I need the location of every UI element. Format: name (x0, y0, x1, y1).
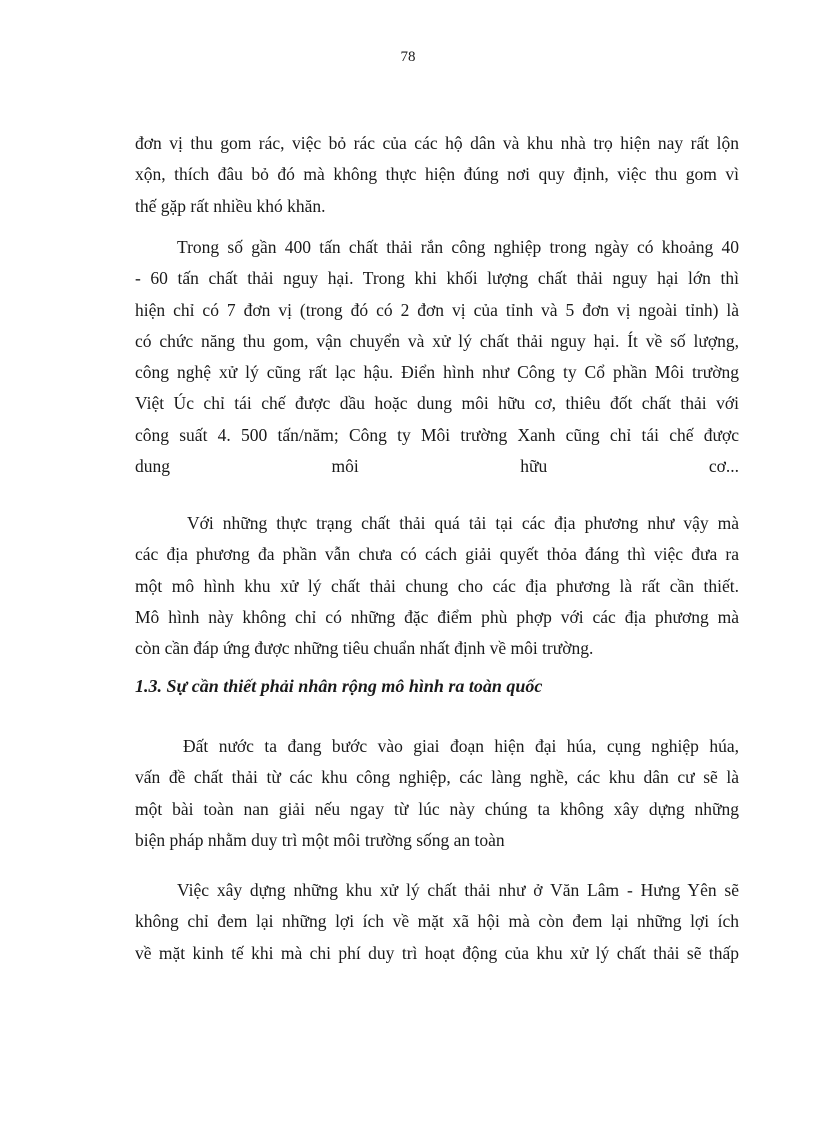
text-line: Với những thực trạng chất thải quá tải tại các địa phương như vậy mà (187, 513, 739, 533)
page-number: 78 (400, 49, 416, 65)
text-line: có chức năng thu gom, vận chuyển và xử lý chất thải nguy hại. Ít về số lượng, (135, 330, 739, 351)
text-line: các địa phương đa phần vẫn chưa có cách giải quyết thỏa đáng thì việc đưa ra (135, 544, 739, 565)
text-line: vấn đề chất thải từ các khu công nghiệp, các làng nghề, các khu dân cư sẽ là (135, 767, 739, 788)
word: hữu (520, 456, 548, 477)
text-line: hiện chỉ có 7 đơn vị (trong đó có 2 đơn vị của tỉnh và 5 đơn vị ngoài tỉnh) là (135, 299, 739, 320)
text-line: Đất nước ta đang bước vào giai đoạn hiện đại húa, cụng nghiệp húa, (183, 736, 739, 756)
word: dung (135, 456, 170, 477)
section-heading: 1.3. Sự cần thiết phải nhân rộng mô hình ra toàn quốc (135, 676, 543, 696)
paragraph-5 (135, 875, 739, 969)
spread-line (135, 451, 739, 482)
text-line: một mô hình khu xử lý chất thải chung cho các địa phương là rất cần thiết. (135, 575, 739, 596)
text-line: không chỉ đem lại những lợi ích về mặt xã hội mà còn đem lại những lợi ích (135, 911, 739, 932)
paragraph-1 (135, 128, 739, 222)
text-line: công nghệ xử lý cũng rất lạc hậu. Điển hình như Công ty Cổ phần Môi trường (135, 362, 739, 383)
text-line: công suất 4. 500 tấn/năm; Công ty Môi trường Xanh cũng chỉ tái chế được (135, 424, 739, 445)
text-line: biện pháp nhằm duy trì một môi trường sống an toàn (135, 829, 505, 850)
text-line: xộn, thích đâu bỏ đó mà không thực hiện đúng nơi quy định, việc thu gom vì (135, 164, 739, 185)
text-line: còn cần đáp ứng được những tiêu chuẩn nhất định về môi trường. (135, 638, 594, 659)
text-line: Việt Úc chỉ tái chế được dầu hoặc dung môi hữu cơ, thiêu đốt chất thải với (135, 393, 739, 414)
paragraph-3 (135, 508, 739, 664)
paragraph-4 (135, 731, 739, 856)
text-line: một bài toàn nan giải nếu ngay từ lúc này chúng ta không xây dựng những (135, 798, 739, 819)
paragraph-2 (135, 232, 739, 482)
text-line: - 60 tấn chất thải nguy hại. Trong khi khối lượng chất thải nguy hại lớn thì (135, 268, 739, 289)
text-line: Trong số gần 400 tấn chất thải rắn công nghiệp trong ngày có khoảng 40 (177, 237, 739, 257)
text-line: về mặt kinh tế khi mà chi phí duy trì hoạt động của khu xử lý chất thải sẽ thấp (135, 942, 739, 963)
text-line: thế gặp rất nhiều khó khăn. (135, 195, 326, 216)
text-line: đơn vị thu gom rác, việc bỏ rác của các hộ dân và khu nhà trọ hiện nay rất lộn (135, 133, 739, 153)
word: môi (331, 456, 359, 477)
word: cơ... (708, 456, 739, 477)
text-line: Việc xây dựng những khu xử lý chất thải như ở Văn Lâm - Hưng Yên sẽ (177, 880, 739, 900)
text-line: Mô hình này không chỉ có những đặc điểm phù phợp với các địa phương mà (135, 606, 739, 627)
